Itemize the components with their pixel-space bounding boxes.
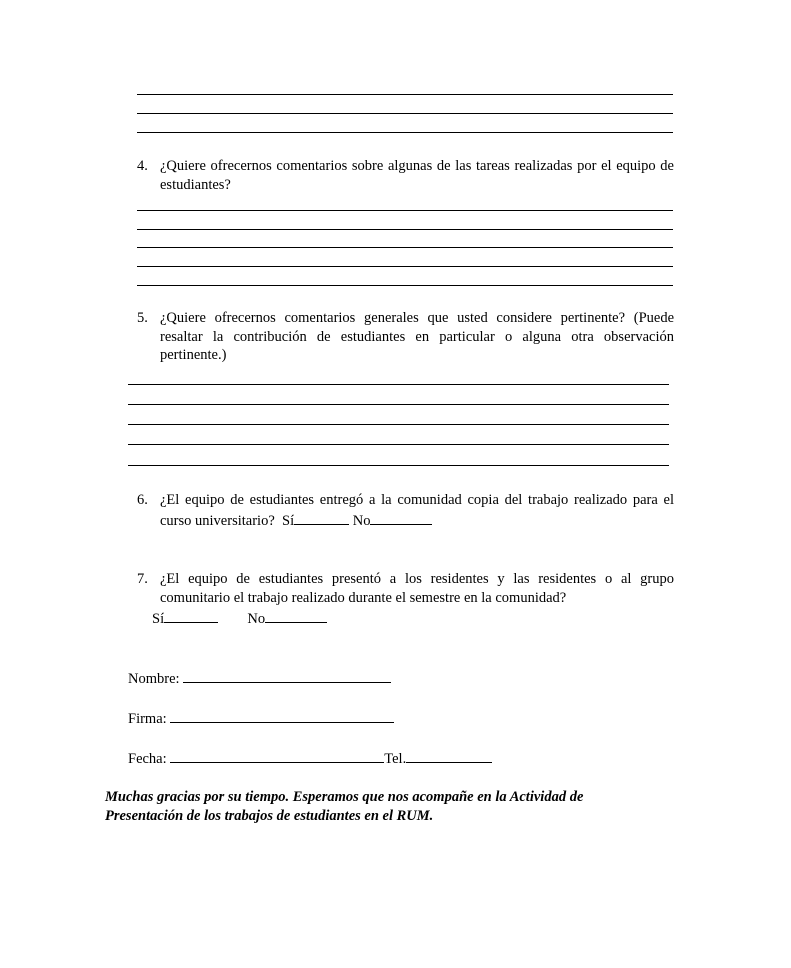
- question-text: ¿El equipo de estudiantes presentó a los residentes y las residentes o al grupo comunitario el trabajo realizado durante el semestre en la comunidad?: [160, 571, 674, 606]
- yes-label: Sí: [282, 512, 295, 529]
- signature-field: [128, 708, 394, 728]
- no-label: No: [352, 512, 371, 529]
- answer-line[interactable]: [128, 424, 669, 425]
- date-label: Fecha:: [128, 751, 167, 767]
- closing-message: Muchas gracias por su tiempo. Esperamos que nos acompañe en la Actividad de Presentación de los trabajos de estudiantes en el RUM.: [105, 789, 584, 824]
- question-5: [137, 309, 674, 365]
- answer-line[interactable]: [137, 229, 673, 230]
- question-text: ¿Quiere ofrecernos comentarios generales que usted considere pertinente? (Puede resaltar la contribución de estudiantes en particular o alguna otra observación pertinente.): [160, 310, 674, 363]
- name-label: Nombre:: [128, 671, 180, 687]
- name-field: [128, 668, 391, 688]
- no-answer-blank[interactable]: [265, 608, 327, 623]
- name-input-line[interactable]: [183, 668, 391, 683]
- yes-answer-blank[interactable]: [164, 608, 218, 623]
- question-text-content: ¿El equipo de estudiantes entregó a la comunidad copia del trabajo realizado para el curso universitario?: [160, 492, 674, 529]
- date-phone-field: [128, 748, 492, 768]
- question-number: 4.: [137, 158, 148, 174]
- answer-line[interactable]: [137, 94, 673, 95]
- answer-line[interactable]: [128, 384, 669, 385]
- answer-line[interactable]: [128, 444, 669, 445]
- answer-line[interactable]: [128, 465, 669, 466]
- phone-input-line[interactable]: [406, 748, 492, 763]
- question-6: [137, 491, 674, 530]
- answer-line[interactable]: [137, 247, 673, 248]
- question-number: 6.: [137, 492, 148, 508]
- answer-line[interactable]: [137, 132, 673, 133]
- question-7: [137, 570, 674, 607]
- question-number: 5.: [137, 310, 148, 326]
- yes-answer-blank[interactable]: [294, 510, 349, 525]
- answer-line[interactable]: [137, 285, 673, 286]
- no-answer-blank[interactable]: [370, 510, 432, 525]
- signature-input-line[interactable]: [170, 708, 394, 723]
- answer-line[interactable]: [128, 404, 669, 405]
- date-input-line[interactable]: [170, 748, 384, 763]
- answer-line[interactable]: [137, 113, 673, 114]
- question-text: [160, 491, 674, 530]
- no-label: No: [247, 611, 266, 627]
- question-7-answers: [152, 608, 327, 628]
- question-4: [137, 157, 674, 194]
- yes-label: Sí: [152, 611, 165, 627]
- signature-label: Firma:: [128, 711, 167, 727]
- answer-line[interactable]: [137, 266, 673, 267]
- phone-label: Tel.: [384, 751, 407, 767]
- question-text: ¿Quiere ofrecernos comentarios sobre algunas de las tareas realizadas por el equipo de estudiantes?: [160, 158, 674, 193]
- question-number: 7.: [137, 571, 148, 587]
- answer-line[interactable]: [137, 210, 673, 211]
